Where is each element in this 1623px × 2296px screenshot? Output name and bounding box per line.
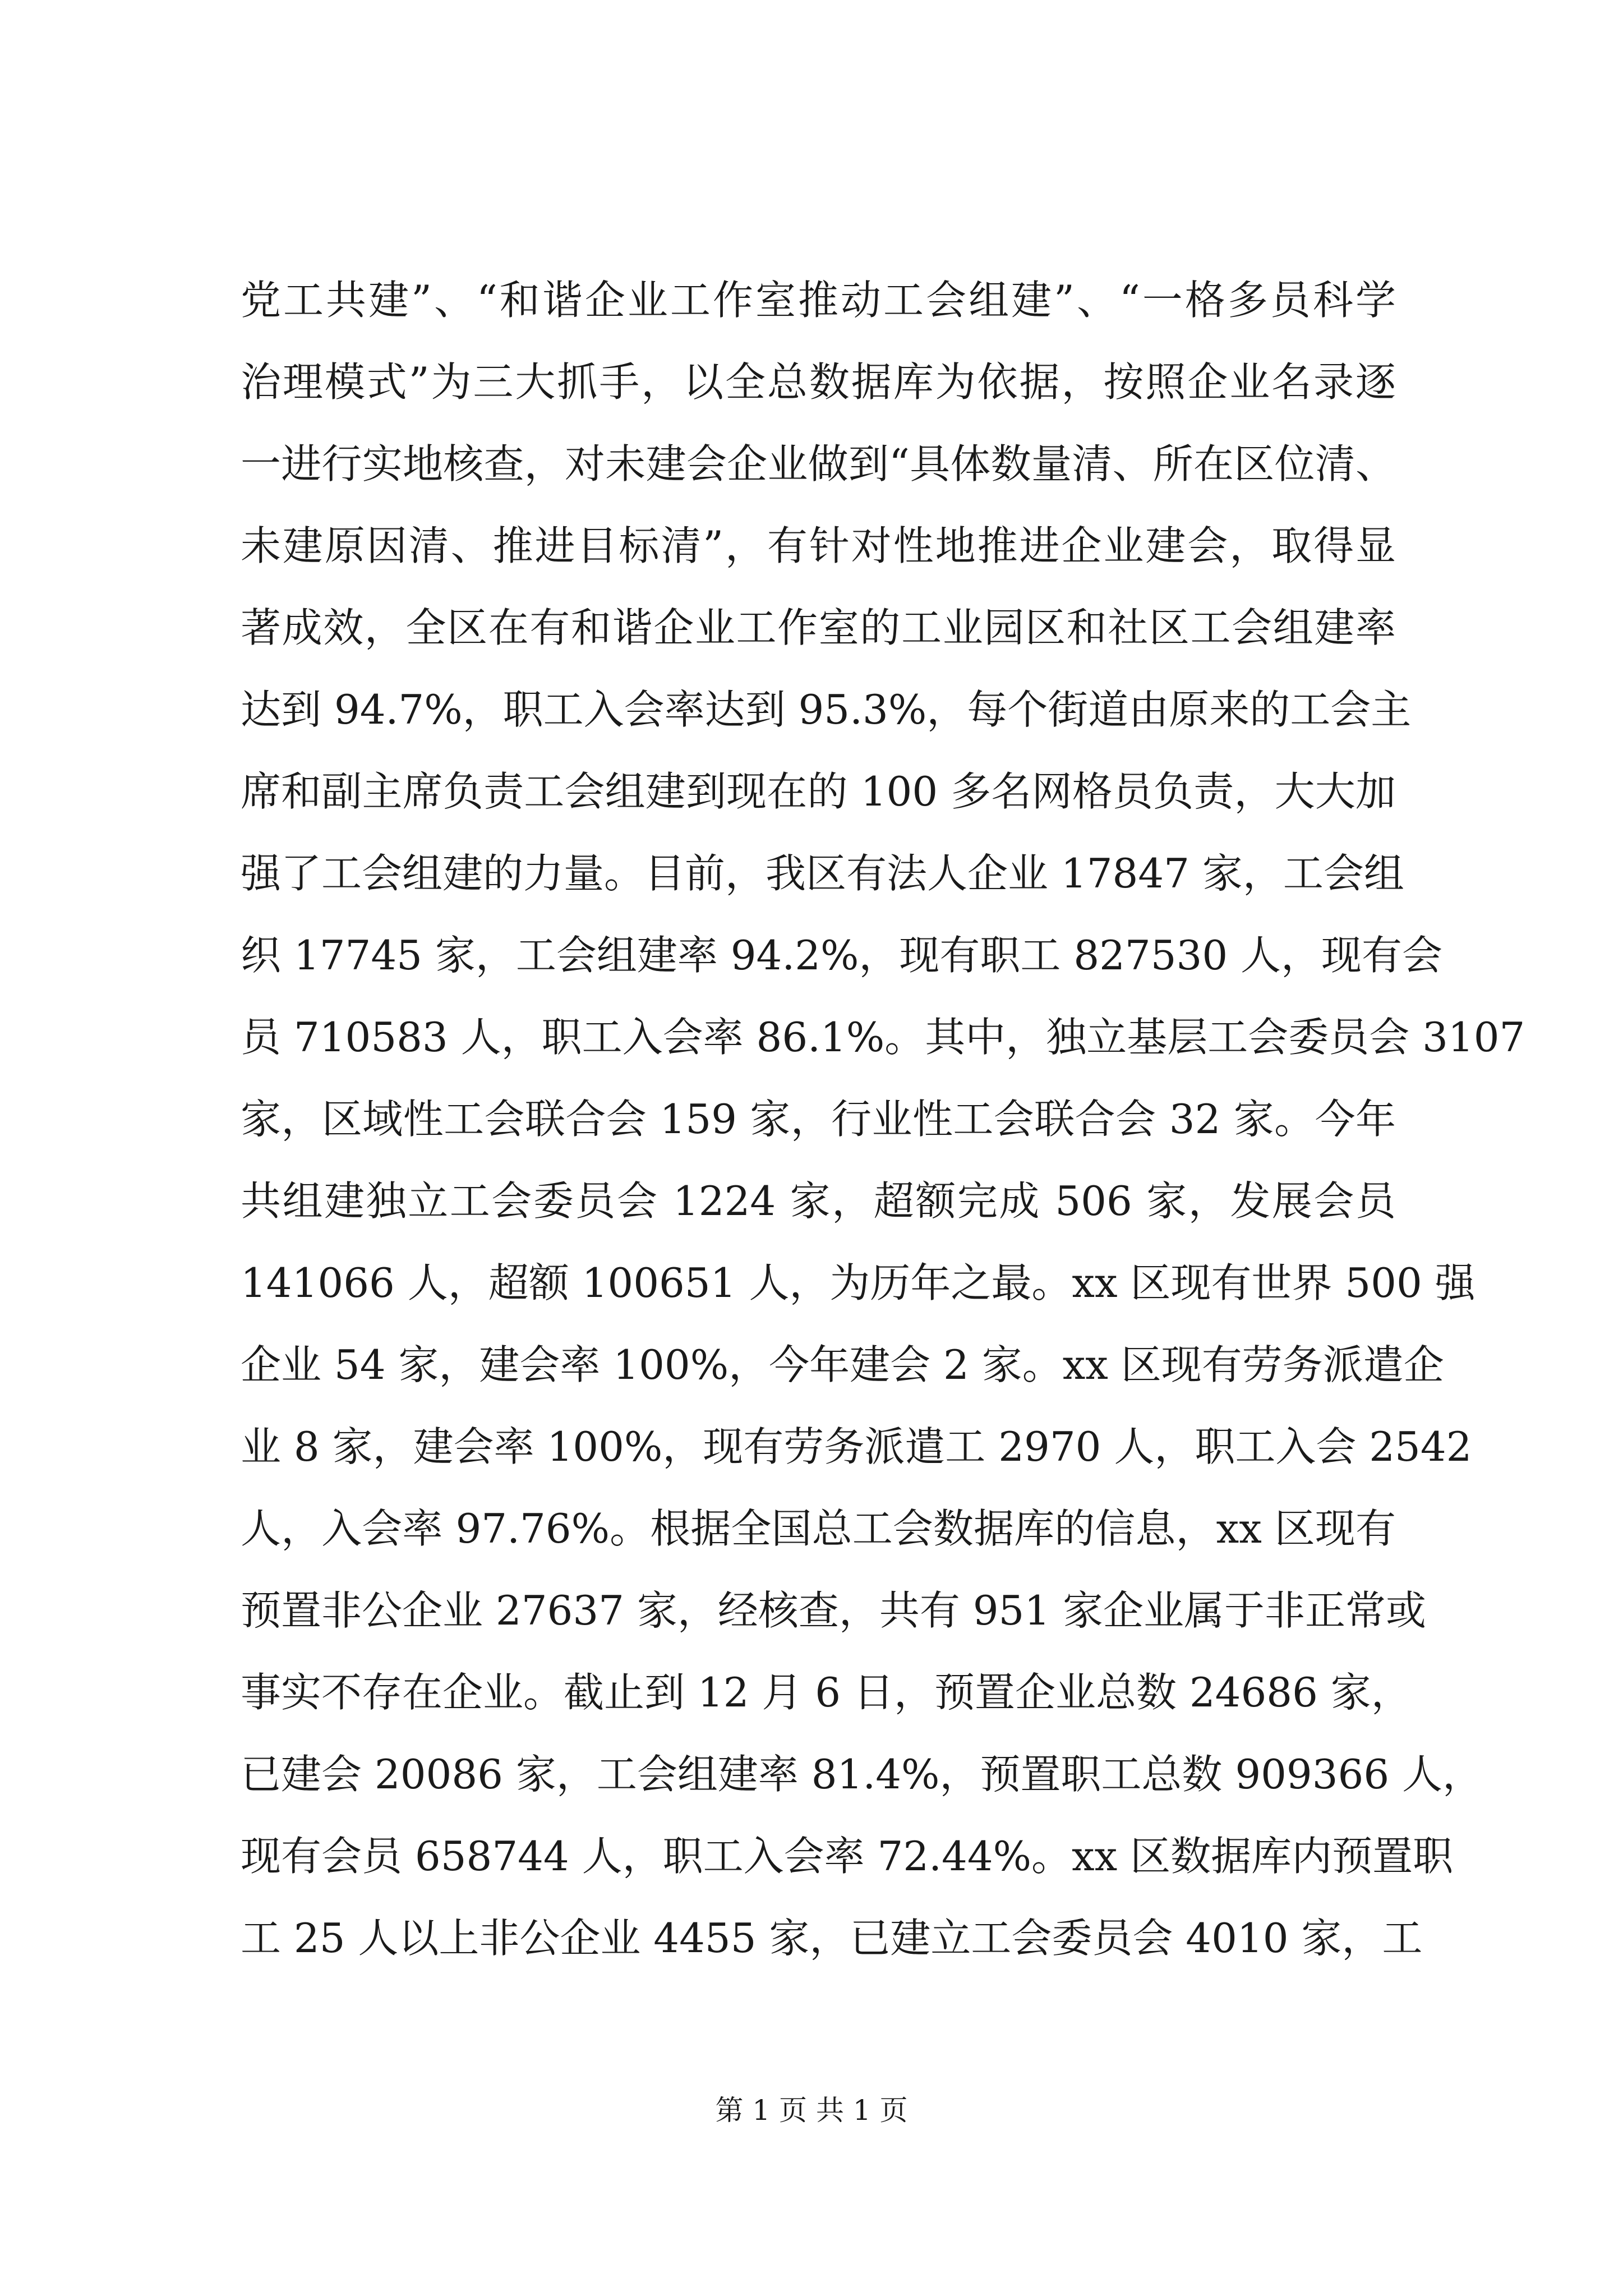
text-line: 业 8 家，建会率 100%，现有劳务派遣工 2970 人，职工入会 2542 [241,1423,1472,1470]
page-number-footer: 第 1 页 共 1 页 [715,2094,908,2127]
text-line: 家，区域性工会联合会 159 家，行业性工会联合会 32 家。今年 [241,1096,1396,1143]
text-line: 未建原因清、推进目标清”，有针对性地推进企业建会，取得显 [241,522,1396,569]
body-paragraph [241,259,1525,1979]
text-line: 席和副主席负责工会组建到现在的 100 多名网格员负责，大大加 [241,768,1396,815]
text-line: 一进行实地核查，对未建会企业做到“具体数量清、所在区位清、 [241,440,1396,487]
text-line: 事实不存在企业。截止到 12 月 6 日，预置企业总数 24686 家， [241,1669,1412,1716]
text-line: 强了工会组建的力量。目前，我区有法人企业 17847 家，工会组 [241,850,1404,897]
text-line: 织 17745 家，工会组建率 94.2%，现有职工 827530 人，现有会 [241,932,1443,979]
text-line: 员 710583 人，职工入会率 86.1%。其中，独立基层工会委员会 3107 [241,1014,1525,1061]
text-line: 著成效，全区在有和谐企业工作室的工业园区和社区工会组建率 [241,604,1396,651]
text-line: 企业 54 家，建会率 100%，今年建会 2 家。xx 区现有劳务派遣企 [241,1341,1444,1388]
text-line: 预置非公企业 27637 家，经核查，共有 951 家企业属于非正常或 [241,1587,1427,1634]
text-line: 141066 人，超额 100651 人，为历年之最。xx 区现有世界 500 强 [241,1259,1476,1306]
text-line: 人，入会率 97.76%。根据全国总工会数据库的信息，xx 区现有 [241,1505,1396,1552]
text-line: 党工共建”、“和谐企业工作室推动工会组建”、“一格多员科学 [241,277,1396,324]
text-line: 达到 94.7%，职工入会率达到 95.3%，每个街道由原来的工会主 [241,686,1412,733]
text-line: 现有会员 658744 人，职工入会率 72.44%。xx 区数据库内预置职 [241,1833,1454,1880]
text-line: 工 25 人以上非公企业 4455 家，已建立工会委员会 4010 家，工 [241,1915,1423,1962]
text-line: 治理模式”为三大抓手，以全总数据库为依据，按照企业名录逐 [241,358,1396,406]
text-line: 已建会 20086 家，工会组建率 81.4%，预置职工总数 909366 人， [241,1751,1483,1798]
text-line: 共组建独立工会委员会 1224 家，超额完成 506 家，发展会员 [241,1177,1396,1225]
